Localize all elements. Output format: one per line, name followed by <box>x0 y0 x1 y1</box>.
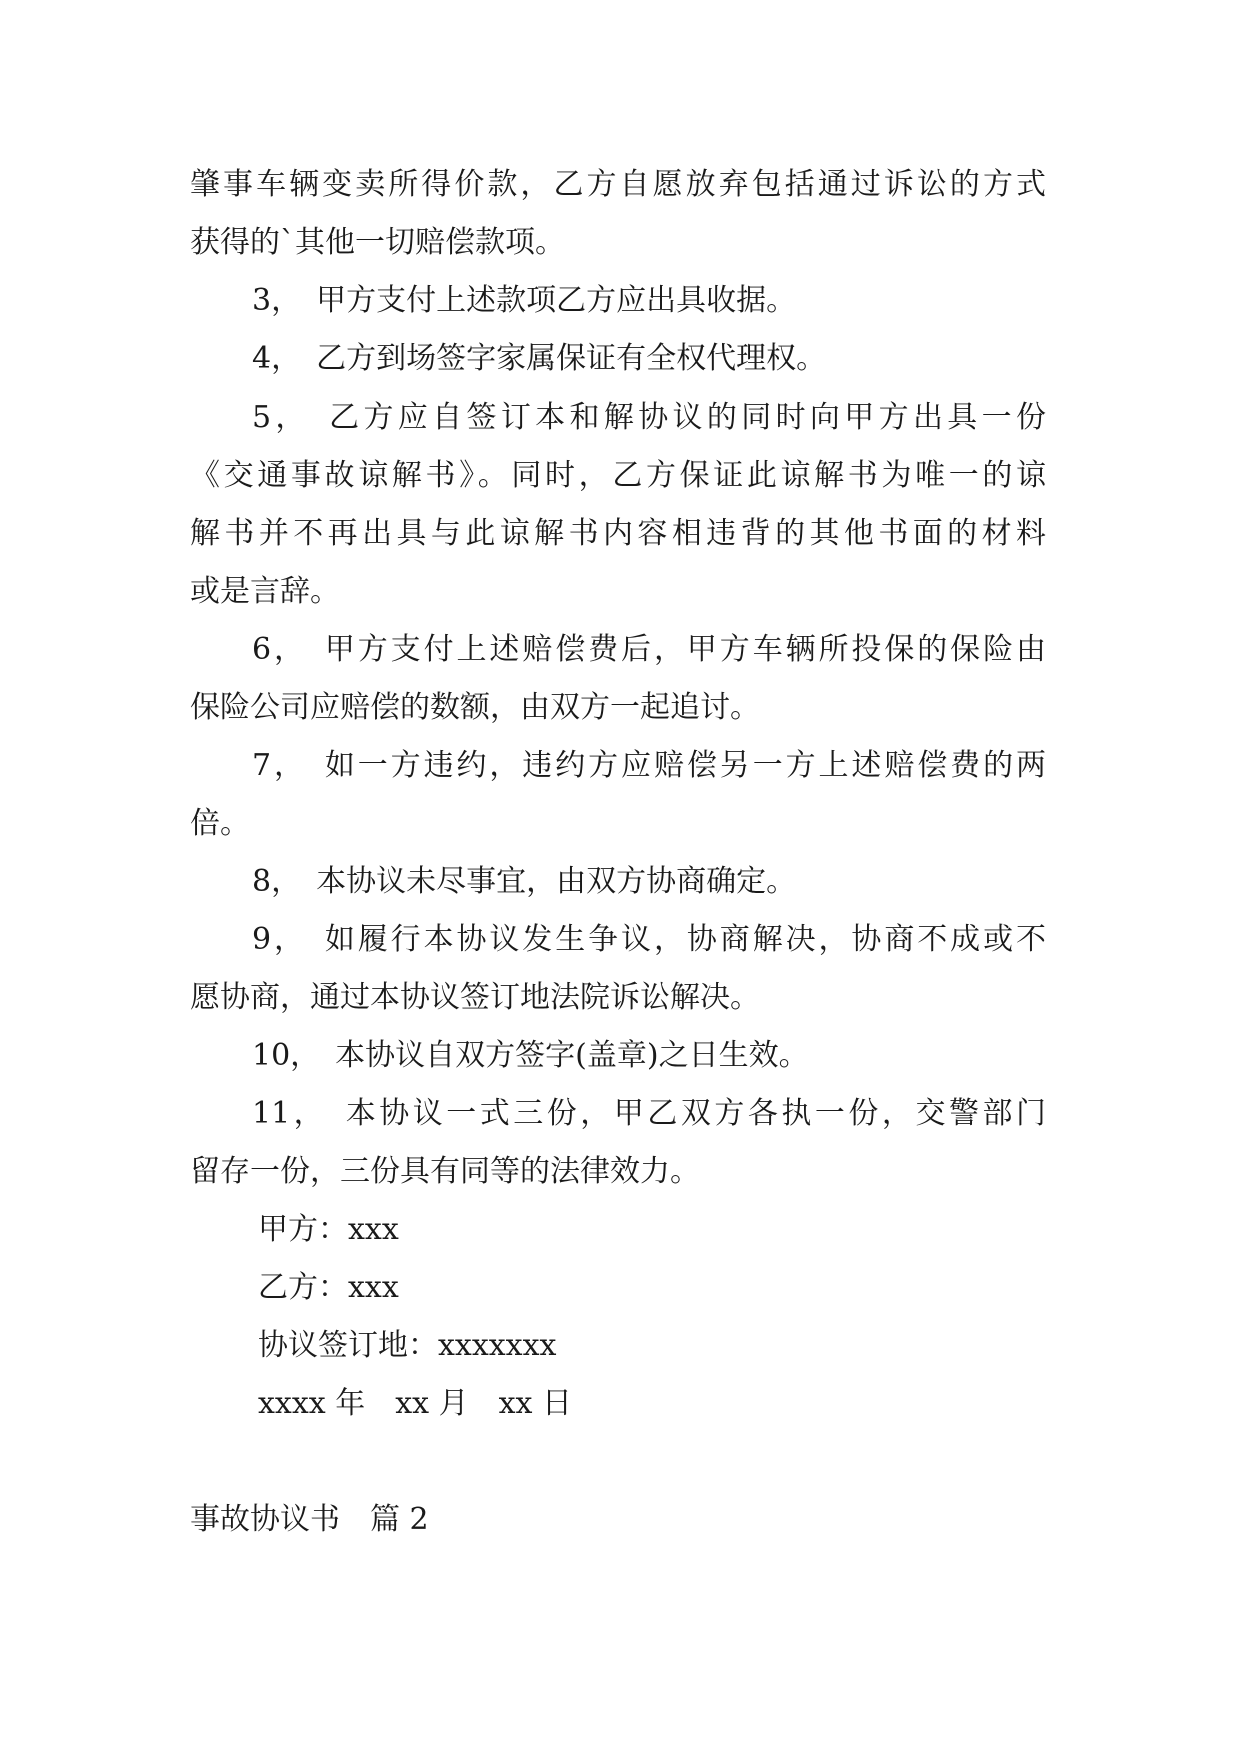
paragraph-line: 肇事车辆变卖所得价款，乙方自愿放弃包括通过诉讼的方式 <box>190 167 1046 202</box>
signing-date: xxxx 年 xx 月 xx 日 <box>258 1386 572 1421</box>
paragraph-line: 或是言辞。 <box>190 574 340 609</box>
clause-9: 9， 如履行本协议发生争议，协商解决，协商不成或不 <box>252 922 1046 957</box>
clause-8: 8， 本协议未尽事宜，由双方协商确定。 <box>252 864 797 899</box>
paragraph-line: 倍。 <box>190 806 250 841</box>
signing-place: 协议签订地：xxxxxxx <box>258 1328 557 1363</box>
paragraph-line: 《交通事故谅解书》。同时，乙方保证此谅解书为唯一的谅 <box>190 458 1046 493</box>
paragraph-line: 留存一份，三份具有同等的法律效力。 <box>190 1154 700 1189</box>
paragraph-line: 获得的`其他一切赔偿款项。 <box>190 225 565 260</box>
clause-7: 7， 如一方违约，违约方应赔偿另一方上述赔偿费的两 <box>252 748 1046 783</box>
paragraph-line: 保险公司应赔偿的数额，由双方一起追讨。 <box>190 690 760 725</box>
section-title: 事故协议书 篇 2 <box>190 1502 429 1537</box>
clause-10: 10， 本协议自双方签字(盖章)之日生效。 <box>252 1038 809 1073</box>
paragraph-line: 愿协商，通过本协议签订地法院诉讼解决。 <box>190 980 760 1015</box>
clause-4: 4， 乙方到场签字家属保证有全权代理权。 <box>252 341 827 376</box>
clause-3: 3， 甲方支付上述款项乙方应出具收据。 <box>252 283 797 318</box>
paragraph-line: 解书并不再出具与此谅解书内容相违背的其他书面的材料 <box>190 516 1046 551</box>
clause-6: 6， 甲方支付上述赔偿费后，甲方车辆所投保的保险由 <box>252 632 1046 667</box>
clause-11: 11， 本协议一式三份，甲乙双方各执一份，交警部门 <box>252 1096 1046 1131</box>
party-a-signature: 甲方：xxx <box>258 1212 399 1247</box>
party-b-signature: 乙方：xxx <box>258 1270 399 1305</box>
clause-5: 5， 乙方应自签订本和解协议的同时向甲方出具一份 <box>252 400 1046 435</box>
